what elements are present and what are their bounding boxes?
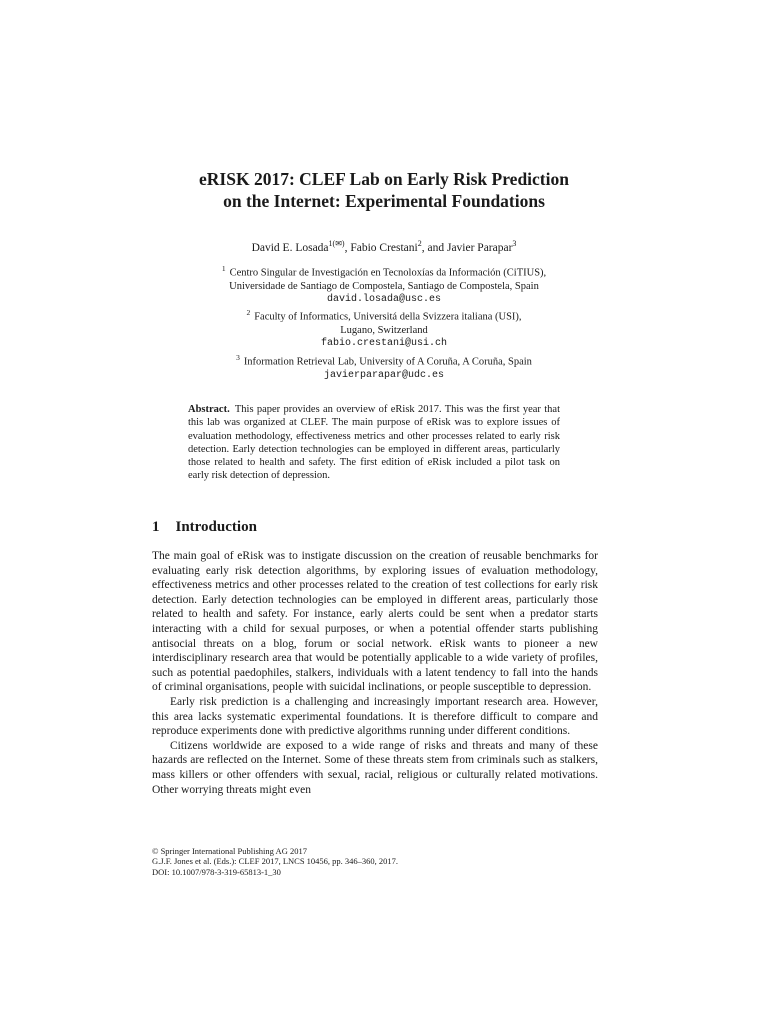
author-name: David E. Losada <box>251 241 329 254</box>
body-paragraph: Early risk prediction is a challenging and increasingly important research area. However, this area lacks systematic experimental foundations. It is therefore difficult to compare and reproduce experiments done with predictive algorithms running under different conditions. <box>152 695 598 738</box>
affiliations <box>150 262 618 382</box>
body-paragraph: The main goal of eRisk was to instigate discussion on the creation of reusable benchmarks for evaluating early risk detection algorithms, by exploring issues of evaluation methodology, effectiveness metrics and other processes related to the creation of test collections for early risk detection. Early detection technologies can be employed in different areas, particularly those related to health and safety. For instance, early alerts could be sent when a predator starts interacting with a child for sexual purposes, or when a potential offender starts publishing antisocial threats on a blog, forum or social network. eRisk wants to pioneer a new interdisciplinary research area that would be potentially applicable to a wide variety of profiles, such as potential paedophiles, stalkers, individuals with a latent tendency to fall into the hands of criminal organisations, people with suicidal inclinations, or people susceptible to depression. <box>152 550 598 694</box>
author-name: Fabio Crestani <box>350 241 418 254</box>
paper-title <box>100 168 668 212</box>
affiliation-line: Universidade de Santiago de Compostela, Santiago de Compostela, Spain <box>229 280 539 292</box>
author-affil-sup: 2 <box>417 239 422 248</box>
author-email[interactable]: david.losada@usc.es <box>326 294 442 306</box>
author-separator: , <box>344 241 351 254</box>
section-heading <box>152 519 257 536</box>
section-number: 1 <box>152 519 160 535</box>
abstract-label: Abstract. <box>188 404 230 415</box>
affiliation-line: $^1$ Centro Singular de Investigación en Tecnoloxías da Información (CiTIUS), <box>221 264 547 279</box>
doi-line: DOI: 10.1007/978-3-319-65813-1_30 <box>152 866 281 877</box>
author-email[interactable]: fabio.crestani@usi.ch <box>320 338 448 350</box>
citation-line: G.J.F. Jones et al. (Eds.): CLEF 2017, LNCS 10456, pp. 346–360, 2017. <box>152 856 399 867</box>
affiliation-line: $^2$ Faculty of Informatics, Universitá della Svizzera italiana (USI), <box>246 308 522 323</box>
envelope-icon: ✉ <box>335 239 342 248</box>
abstract <box>188 403 560 483</box>
body-text <box>152 549 598 797</box>
title-line-2: on the Internet: Experimental Foundations <box>223 191 545 211</box>
author-affil-sup: 1(✉) <box>328 239 345 248</box>
body-paragraph: Citizens worldwide are exposed to a wide range of risks and threats and many of these hazards are reflected on the Internet. Some of these threats stem from criminals such as stalkers, mass killers or other offenders with sexual, racial, religious or culturally related motivations. Other worrying threats might even <box>152 739 598 796</box>
title-line-1: eRISK 2017: CLEF Lab on Early Risk Prediction <box>199 169 569 189</box>
author-list <box>100 237 668 255</box>
author-separator: , and <box>421 241 447 254</box>
author-email[interactable]: javierparapar@udc.es <box>323 369 445 381</box>
publication-footer <box>152 846 598 877</box>
author-name: Javier Parapar <box>446 241 513 254</box>
affiliation-line: $^3$ Information Retrieval Lab, University of A Coruña, A Coruña, Spain <box>236 352 532 368</box>
author-affil-sup: 3 <box>512 239 517 248</box>
section-title: Introduction <box>175 519 257 535</box>
copyright-line: © Springer International Publishing AG 2017 <box>152 846 307 856</box>
abstract-text: This paper provides an overview of eRisk 2017. This was the first year that this lab was organized at CLEF. The main purpose of eRisk was to explore issues of evaluation methodology, effectiveness metrics and other processes related to early risk detection. Early detection technologies can be employed in different areas, particularly those related to health and safety. The first edition of eRisk included a pilot task on early risk detection of depression. <box>188 404 560 482</box>
affiliation-line: Lugano, Switzerland <box>340 325 428 337</box>
